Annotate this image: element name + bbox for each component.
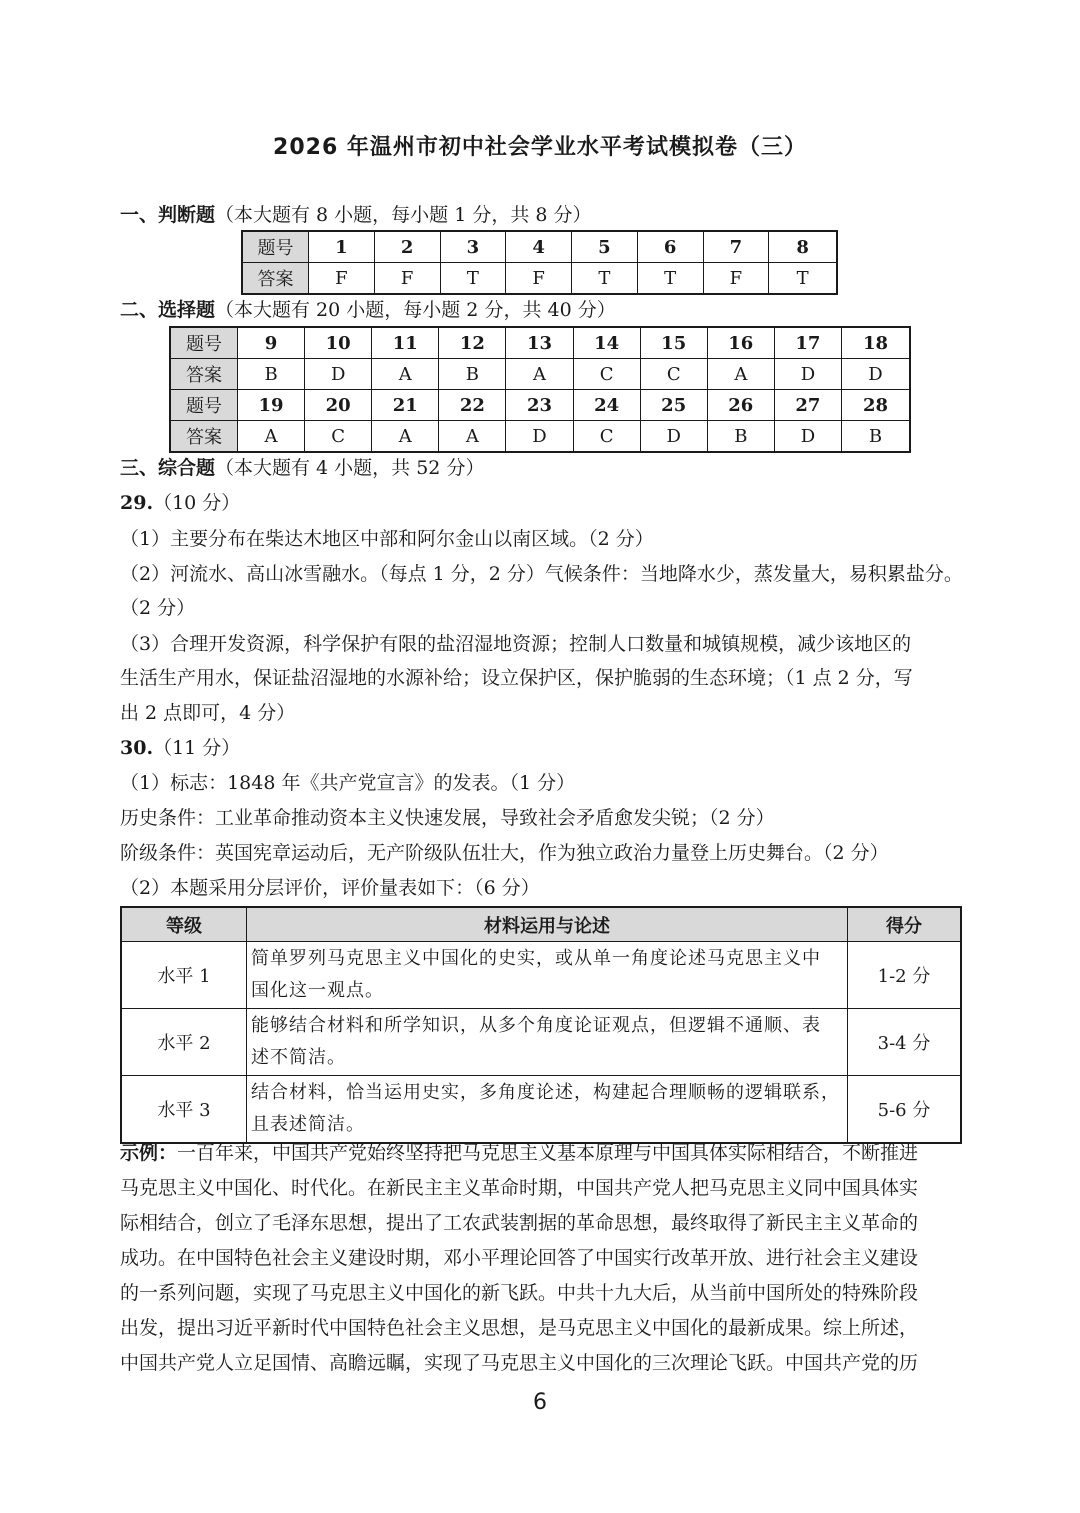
table-cell: 21 bbox=[372, 390, 439, 421]
example-line: 马克思主义中国化、时代化。在新民主主义革命时期，中国共产党人把马克思主义同中国具体实 bbox=[120, 1177, 919, 1199]
description-line: 且表述简洁。 bbox=[251, 1114, 365, 1135]
score-cell: 1-2 分 bbox=[848, 942, 962, 1009]
table-cell: D bbox=[774, 359, 841, 390]
table-cell: C bbox=[640, 359, 707, 390]
description-line: 能够结合材料和所学知识，从多个角度论证观点，但逻辑不通顺、表 bbox=[251, 1015, 821, 1036]
example-line: 出发，提出习近平新时代中国特色社会主义思想，是马克思主义中国化的最新成果。综上所述， bbox=[120, 1317, 919, 1339]
table-cell: A bbox=[506, 359, 573, 390]
table-cell: F bbox=[506, 263, 572, 295]
example-text: 一百年来，中国共产党始终坚持把马克思主义基本原理与中国具体实际相结合，不断推进 bbox=[177, 1142, 919, 1164]
table-cell: 12 bbox=[439, 327, 506, 359]
row-label: 题号 bbox=[170, 390, 238, 421]
column-header: 材料运用与论述 bbox=[247, 907, 848, 942]
row-label: 题号 bbox=[170, 327, 238, 359]
section1-head: 一、判断题 bbox=[120, 204, 216, 226]
table-row bbox=[170, 327, 910, 359]
table-cell: A bbox=[372, 359, 439, 390]
table-cell: 10 bbox=[305, 327, 372, 359]
table-cell: D bbox=[640, 421, 707, 453]
table-cell: 25 bbox=[640, 390, 707, 421]
table-cell: B bbox=[707, 421, 774, 453]
table-cell: F bbox=[374, 263, 440, 295]
table-cell: D bbox=[841, 359, 910, 390]
table-cell: T bbox=[637, 263, 703, 295]
table-cell: 6 bbox=[637, 231, 703, 263]
row-label: 题号 bbox=[242, 231, 309, 263]
example-line: 成功。在中国特色社会主义建设时期，邓小平理论回答了中国实行改革开放、进行社会主义建设 bbox=[120, 1247, 919, 1269]
table-cell: D bbox=[506, 421, 573, 453]
table-cell: 11 bbox=[372, 327, 439, 359]
q29-line: （3）合理开发资源，科学保护有限的盐沼湿地资源；控制人口数量和城镇规模，减少该地区的 bbox=[120, 633, 912, 655]
q29-number: 29. bbox=[120, 492, 154, 514]
column-header: 得分 bbox=[848, 907, 962, 942]
table-cell: 19 bbox=[238, 390, 305, 421]
table-row bbox=[242, 263, 837, 295]
table-cell: T bbox=[769, 263, 837, 295]
page-title: 2026 年温州市初中社会学业水平考试模拟卷（三） bbox=[273, 135, 807, 160]
example-line: 际相结合，创立了毛泽东思想，提出了工农武装割据的革命思想，最终取得了新民主主义革命的 bbox=[120, 1212, 919, 1234]
table-cell: 20 bbox=[305, 390, 372, 421]
q29-line: （2 分） bbox=[120, 597, 196, 619]
table-cell: T bbox=[440, 263, 506, 295]
table-cell: B bbox=[238, 359, 305, 390]
q29-line: 生活生产用水，保证盐沼湿地的水源补给；设立保护区，保护脆弱的生态环境；（1 点 2 分，写 bbox=[120, 667, 913, 689]
table-row bbox=[242, 231, 837, 263]
section1-heading bbox=[120, 198, 965, 232]
table-cell: C bbox=[573, 421, 640, 453]
table-cell: 4 bbox=[506, 231, 572, 263]
table-header-row bbox=[121, 907, 961, 942]
table-cell: 5 bbox=[572, 231, 638, 263]
description-cell bbox=[247, 1009, 848, 1076]
section3-heading bbox=[120, 451, 965, 485]
q30-line: 阶级条件：英国宪章运动后，无产阶级队伍壮大，作为独立政治力量登上历史舞台。（2 分） bbox=[120, 842, 889, 864]
table-cell: C bbox=[573, 359, 640, 390]
table-cell: 18 bbox=[841, 327, 910, 359]
table-row bbox=[121, 942, 961, 1009]
table-row bbox=[170, 421, 910, 453]
table-cell: 2 bbox=[374, 231, 440, 263]
table-cell: 1 bbox=[309, 231, 375, 263]
table-cell: 17 bbox=[774, 327, 841, 359]
table-cell: 8 bbox=[769, 231, 837, 263]
table-row bbox=[170, 359, 910, 390]
q30-number: 30. bbox=[120, 737, 154, 759]
column-header: 等级 bbox=[121, 907, 247, 942]
table-cell: 16 bbox=[707, 327, 774, 359]
example-line: 的一系列问题，实现了马克思主义中国化的新飞跃。中共十九大后，从当前中国所处的特殊阶段 bbox=[120, 1282, 919, 1304]
table-cell: 3 bbox=[440, 231, 506, 263]
table-cell: 26 bbox=[707, 390, 774, 421]
description-line: 国化这一观点。 bbox=[251, 980, 384, 1001]
q30-heading bbox=[120, 731, 965, 765]
section1-answer-table bbox=[241, 230, 838, 295]
q30-line: （2）本题采用分层评价，评价量表如下：（6 分） bbox=[120, 877, 540, 899]
q29-line: 出 2 点即可，4 分） bbox=[120, 702, 296, 724]
q29-line: （1）主要分布在柴达木地区中部和阿尔金山以南区域。（2 分） bbox=[120, 528, 654, 550]
table-cell: B bbox=[439, 359, 506, 390]
table-cell: 13 bbox=[506, 327, 573, 359]
q30-line: 历史条件：工业革命推动资本主义快速发展，导致社会矛盾愈发尖锐；（2 分） bbox=[120, 807, 775, 829]
score-cell: 3-4 分 bbox=[848, 1009, 962, 1076]
table-cell: A bbox=[372, 421, 439, 453]
table-cell: D bbox=[305, 359, 372, 390]
section3-note: （本大题有 4 小题，共 52 分） bbox=[215, 457, 485, 479]
table-cell: 24 bbox=[573, 390, 640, 421]
table-cell: A bbox=[238, 421, 305, 453]
table-cell: 7 bbox=[703, 231, 769, 263]
q30-line: （1）标志：1848 年《共产党宣言》的发表。（1 分） bbox=[120, 772, 576, 794]
description-cell bbox=[247, 942, 848, 1009]
section2-note: （本大题有 20 小题，每小题 2 分，共 40 分） bbox=[215, 299, 616, 321]
level-cell: 水平 3 bbox=[121, 1076, 247, 1144]
table-row bbox=[121, 1076, 961, 1144]
table-cell: 9 bbox=[238, 327, 305, 359]
table-cell: 14 bbox=[573, 327, 640, 359]
page-number: 6 bbox=[533, 1390, 547, 1415]
example-first-line bbox=[120, 1136, 965, 1170]
level-cell: 水平 1 bbox=[121, 942, 247, 1009]
table-cell: F bbox=[703, 263, 769, 295]
section2-head: 二、选择题 bbox=[120, 299, 216, 321]
description-cell bbox=[247, 1076, 848, 1144]
table-cell: 22 bbox=[439, 390, 506, 421]
table-row bbox=[121, 1009, 961, 1076]
row-label: 答案 bbox=[242, 263, 309, 295]
table-cell: 27 bbox=[774, 390, 841, 421]
table-cell: 23 bbox=[506, 390, 573, 421]
table-cell: D bbox=[774, 421, 841, 453]
q29-heading bbox=[120, 486, 965, 520]
table-cell: C bbox=[305, 421, 372, 453]
rubric-table bbox=[120, 906, 962, 1144]
table-cell: F bbox=[309, 263, 375, 295]
table-cell: 15 bbox=[640, 327, 707, 359]
q29-score: （10 分） bbox=[153, 492, 241, 514]
section1-note: （本大题有 8 小题，每小题 1 分，共 8 分） bbox=[215, 204, 592, 226]
description-line: 简单罗列马克思主义中国化的史实，或从单一角度论述马克思主义中 bbox=[251, 948, 821, 969]
table-cell: B bbox=[841, 421, 910, 453]
section2-answer-table bbox=[169, 326, 911, 453]
example-label: 示例： bbox=[120, 1142, 178, 1164]
section3-head: 三、综合题 bbox=[120, 457, 216, 479]
table-cell: A bbox=[439, 421, 506, 453]
description-line: 结合材料，恰当运用史实，多角度论述，构建起合理顺畅的逻辑联系， bbox=[251, 1082, 840, 1103]
q29-line: （2）河流水、高山冰雪融水。（每点 1 分，2 分）气候条件：当地降水少，蒸发量大，易积累盐分。 bbox=[120, 563, 963, 585]
table-cell: A bbox=[707, 359, 774, 390]
level-cell: 水平 2 bbox=[121, 1009, 247, 1076]
q30-score: （11 分） bbox=[153, 737, 241, 759]
example-line: 中国共产党人立足国情、高瞻远瞩，实现了马克思主义中国化的三次理论飞跃。中国共产党的历 bbox=[120, 1352, 919, 1374]
table-cell: T bbox=[572, 263, 638, 295]
score-cell: 5-6 分 bbox=[848, 1076, 962, 1144]
row-label: 答案 bbox=[170, 359, 238, 390]
table-cell: 28 bbox=[841, 390, 910, 421]
description-line: 述不简洁。 bbox=[251, 1047, 346, 1068]
table-row bbox=[170, 390, 910, 421]
section2-heading bbox=[120, 293, 965, 327]
row-label: 答案 bbox=[170, 421, 238, 453]
